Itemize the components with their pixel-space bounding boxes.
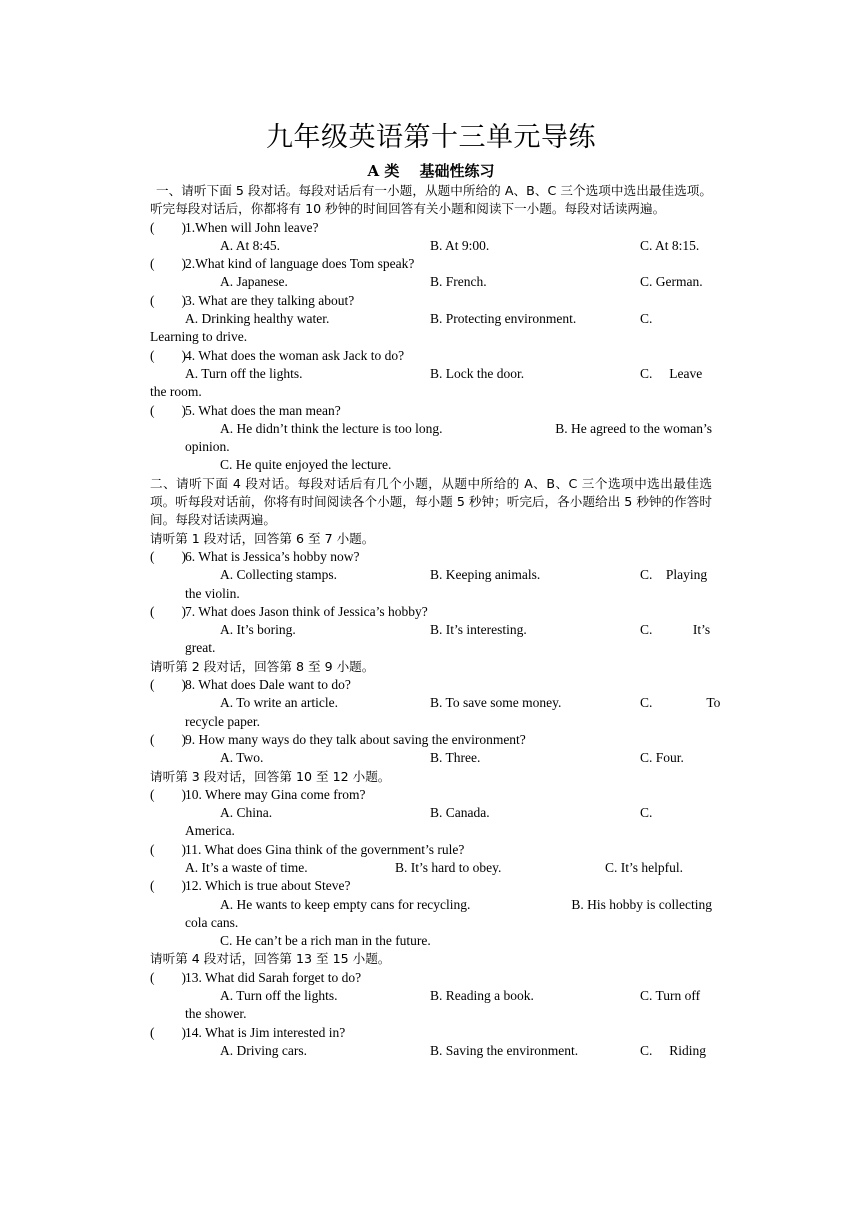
- option-c: C. It’s helpful.: [605, 859, 683, 875]
- answer-blank[interactable]: ( ): [150, 402, 186, 418]
- option-c: C. Turn off: [640, 988, 701, 1004]
- option-b: B. French.: [430, 274, 487, 290]
- option-c: C. Playing: [640, 567, 708, 583]
- question-text: 5. What does the man mean?: [185, 402, 341, 418]
- option-b: B. It’s hard to obey.: [395, 859, 502, 875]
- options-5: [150, 420, 712, 438]
- option-c: C. Riding: [640, 1042, 707, 1058]
- option-a: A. Collecting stamps.: [220, 567, 337, 583]
- page-subtitle: A 类 基础性练习: [367, 162, 495, 180]
- answer-blank[interactable]: ( ): [150, 969, 186, 985]
- option-c: C. It’s: [640, 622, 711, 638]
- option-b: B. Canada.: [430, 805, 490, 821]
- question-1: [150, 219, 712, 237]
- option-a: A. Turn off the lights.: [220, 988, 338, 1004]
- option-c-continued: America.: [185, 823, 235, 839]
- option-b-continued: cola cans.: [185, 914, 239, 930]
- options-13: [150, 987, 712, 1005]
- options-10: [150, 804, 712, 822]
- option-a: A. Driving cars.: [220, 1042, 307, 1058]
- answer-blank[interactable]: ( ): [150, 731, 186, 747]
- options-9: [150, 749, 712, 767]
- question-11: [150, 841, 712, 859]
- question-13: [150, 969, 712, 987]
- option-b: B. Keeping animals.: [430, 567, 541, 583]
- question-text: 2.What kind of language does Tom speak?: [185, 256, 415, 272]
- option-c: C. He can’t be a rich man in the future.: [220, 933, 431, 949]
- question-text: 10. Where may Gina come from?: [185, 786, 366, 802]
- page-title: 九年级英语第十三单元导练: [266, 122, 596, 153]
- answer-blank[interactable]: ( ): [150, 347, 186, 363]
- option-c-continued: the room.: [150, 384, 202, 400]
- question-2: [150, 255, 712, 273]
- answer-blank[interactable]: ( ): [150, 256, 186, 272]
- question-14: [150, 1024, 712, 1042]
- options-6: [150, 566, 712, 584]
- option-b: B. Saving the environment.: [430, 1042, 579, 1058]
- question-7: [150, 603, 712, 621]
- option-a: A. Two.: [220, 750, 264, 766]
- options-8: [150, 694, 721, 712]
- answer-blank[interactable]: ( ): [150, 841, 186, 857]
- options-11: [150, 859, 712, 877]
- dialogue-2-heading: 请听第 2 段对话，回答第 8 至 9 小题。: [150, 658, 375, 674]
- dialogue-3-heading: 请听第 3 段对话，回答第 10 至 12 小题。: [150, 768, 391, 784]
- options-3: [150, 310, 712, 328]
- option-a: A. He wants to keep empty cans for recycling.: [220, 896, 471, 912]
- option-a: A. China.: [220, 805, 273, 821]
- answer-blank[interactable]: ( ): [150, 677, 186, 693]
- options-4: [150, 365, 712, 383]
- option-b: B. Three.: [430, 750, 481, 766]
- option-c-continued: great.: [185, 640, 216, 656]
- answer-blank[interactable]: ( ): [150, 786, 186, 802]
- option-c: C. Four.: [640, 750, 684, 766]
- option-b: B. He agreed to the woman’s: [555, 420, 712, 436]
- question-8: [150, 676, 712, 694]
- answer-blank[interactable]: ( ): [150, 878, 186, 894]
- option-c: C.: [640, 311, 653, 327]
- options-2: [150, 273, 712, 291]
- option-a: A. He didn’t think the lecture is too long.: [220, 420, 443, 436]
- option-a: A. Turn off the lights.: [185, 365, 303, 381]
- option-c: C.: [640, 805, 653, 821]
- question-text: 8. What does Dale want to do?: [185, 677, 351, 693]
- question-text: 13. What did Sarah forget to do?: [185, 969, 362, 985]
- option-b: B. At 9:00.: [430, 237, 490, 253]
- option-a: A. Japanese.: [220, 274, 288, 290]
- question-text: 9. How many ways do they talk about saving the environment?: [185, 731, 526, 747]
- option-b: B. Reading a book.: [430, 988, 534, 1004]
- answer-blank[interactable]: ( ): [150, 1024, 186, 1040]
- question-text: 1.When will John leave?: [185, 219, 319, 235]
- question-12: [150, 877, 712, 895]
- part1-instructions: 一、请听下面 5 段对话。每段对话后有一小题，从题中所给的 A、B、C 三个选项中选出最佳选项。听完每段对话后，你都将有 10 秒钟的时间回答有关小题和阅读下一小题。每段对话读两遍。: [150, 183, 712, 217]
- answer-blank[interactable]: ( ): [150, 603, 186, 619]
- option-b: B. His hobby is collecting: [571, 896, 712, 912]
- question-text: 6. What is Jessica’s hobby now?: [185, 548, 360, 564]
- question-text: 4. What does the woman ask Jack to do?: [185, 347, 405, 363]
- option-b: B. Lock the door.: [430, 365, 525, 381]
- answer-blank[interactable]: ( ): [150, 548, 186, 564]
- question-text: 7. What does Jason think of Jessica’s hobby?: [185, 603, 428, 619]
- option-b: B. To save some money.: [430, 695, 562, 711]
- question-4: [150, 347, 712, 365]
- option-c-continued: the violin.: [185, 585, 240, 601]
- dialogue-4-heading: 请听第 4 段对话，回答第 13 至 15 小题。: [150, 951, 391, 967]
- answer-blank[interactable]: ( ): [150, 219, 186, 235]
- option-c-continued: Learning to drive.: [150, 329, 248, 345]
- option-c-continued: recycle paper.: [185, 713, 260, 729]
- options-14: [150, 1042, 712, 1060]
- options-7: [150, 621, 712, 639]
- question-9: [150, 731, 712, 749]
- part2-instructions: 二、请听下面 4 段对话。每段对话后有几个小题，从题中所给的 A、B、C 三个选项中选出最佳选项。听每段对话前，你将有时间阅读各个小题，每小题 5 秒钟；听完后，各小题给出 5 秒钟的作答时间。每段对话读两遍。: [150, 475, 712, 528]
- options-5-c: [150, 456, 712, 474]
- question-text: 11. What does Gina think of the government’s rule?: [185, 841, 465, 857]
- option-b: B. Protecting environment.: [430, 311, 577, 327]
- option-a: A. It’s a waste of time.: [185, 859, 308, 875]
- answer-blank[interactable]: ( ): [150, 292, 186, 308]
- option-c: C. German.: [640, 274, 703, 290]
- option-a: A. At 8:45.: [220, 237, 281, 253]
- question-text: 12. Which is true about Steve?: [185, 878, 351, 894]
- option-c: C. To: [640, 695, 721, 711]
- option-c: C. Leave: [640, 365, 703, 381]
- options-1: [150, 237, 712, 255]
- question-text: 3. What are they talking about?: [185, 292, 355, 308]
- question-10: [150, 786, 712, 804]
- question-text: 14. What is Jim interested in?: [185, 1024, 346, 1040]
- option-c-continued: the shower.: [185, 1006, 247, 1022]
- options-12: [150, 896, 712, 914]
- option-b-continued: opinion.: [185, 439, 230, 455]
- worksheet-page: [150, 118, 721, 1060]
- option-a: A. It’s boring.: [220, 622, 296, 638]
- option-c: C. He quite enjoyed the lecture.: [220, 457, 392, 473]
- question-3: [150, 292, 712, 310]
- option-b: B. It’s interesting.: [430, 622, 527, 638]
- option-a: A. Drinking healthy water.: [185, 311, 330, 327]
- question-5: [150, 402, 712, 420]
- options-12-c: [150, 932, 712, 950]
- option-c: C. At 8:15.: [640, 237, 700, 253]
- option-a: A. To write an article.: [220, 695, 339, 711]
- dialogue-1-heading: 请听第 1 段对话，回答第 6 至 7 小题。: [150, 530, 375, 546]
- question-6: [150, 548, 712, 566]
